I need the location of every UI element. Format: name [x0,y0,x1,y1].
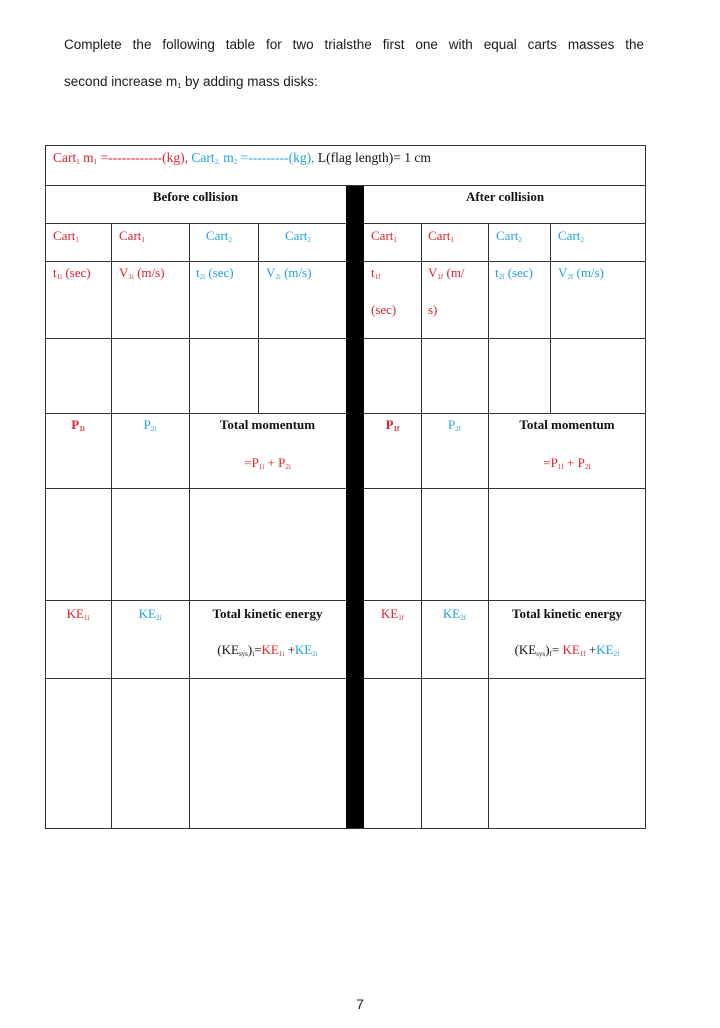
t2f-header: $t_{2f}$ (sec) [495,265,533,281]
p1i-header: $P_{1i}$ [71,417,85,433]
cart1-label: Cart$_1$ [428,228,454,244]
total-momentum-before-label: Total momentum [219,417,316,432]
v2i-header: $V_{2i}$ (m/s) [266,265,312,281]
cart1-label: Cart$_1$ [53,228,79,244]
t2i-header: $t_{2i}$ (sec) [196,265,234,281]
ke1f-header: $KE_{1f}$ [380,606,405,622]
v1f-header: $V_{1f}$ (m/ [428,265,465,281]
cart2-label: Cart$_2$ [496,228,522,244]
after-collision-heading: After collision [465,189,545,204]
t1i-header: $t_{1i}$ (sec) [53,265,91,281]
before-collision-heading: Before collision [152,189,239,204]
total-ke-before-label: Total kinetic energy [212,606,323,621]
p2f-header: $P_{2f}$ [447,417,462,433]
cart1-label: Cart$_1$ [371,228,397,244]
ke2i-header: $KE_{2i}$ [138,606,162,622]
total-momentum-before-equation: $=P_{1i} + P_{2i}$ [244,455,291,471]
cart2-label: Cart$_2$ [558,228,584,244]
ke1i-header: $KE_{1i}$ [66,606,90,622]
total-momentum-after-equation: $=P_{1f} + P_{2f}$ [543,455,591,471]
v1i-header: $V_{1i}$ (m/s) [119,265,165,281]
cart1-label: Cart$_1$ [119,228,145,244]
t1f-unit: (sec) [371,302,397,317]
v1f-unit: s) [428,302,438,317]
p1f-header: $P_{1f}$ [385,417,400,433]
total-momentum-after-label: Total momentum [519,417,615,432]
cart2-label: Cart$_2$ [285,228,311,244]
page-number: 7 [356,996,364,1012]
total-ke-after-equation: $(KE_{sys})_f= KE_{1f} +KE_{2f}$ [514,642,620,658]
t1f-header: $t_{1f}$ [371,265,381,281]
instruction-line-1: Complete the following table for two trialsthe first one with equal carts masses the [64,37,644,52]
total-ke-before-equation: $(KE_{sys})_i=KE_{1i} +KE_{2i}$ [217,642,318,658]
instruction-line-2: second increase $m_1$ by adding mass disks: [64,74,318,90]
ke2f-header: $KE_{2f}$ [442,606,467,622]
p2i-header: $P_{2i}$ [143,417,157,433]
v2f-header: $V_{2f}$ (m/s) [558,265,604,281]
header-row-cart-masses: Cart$_1$ $m_1 =------------(kg)$, Cart$_{2,}$ $m_2 =---------(kg)$, L(flag length)= 1 cm [53,150,431,166]
cart2-label: Cart$_2$ [206,228,232,244]
total-ke-after-label: Total kinetic energy [511,606,622,621]
